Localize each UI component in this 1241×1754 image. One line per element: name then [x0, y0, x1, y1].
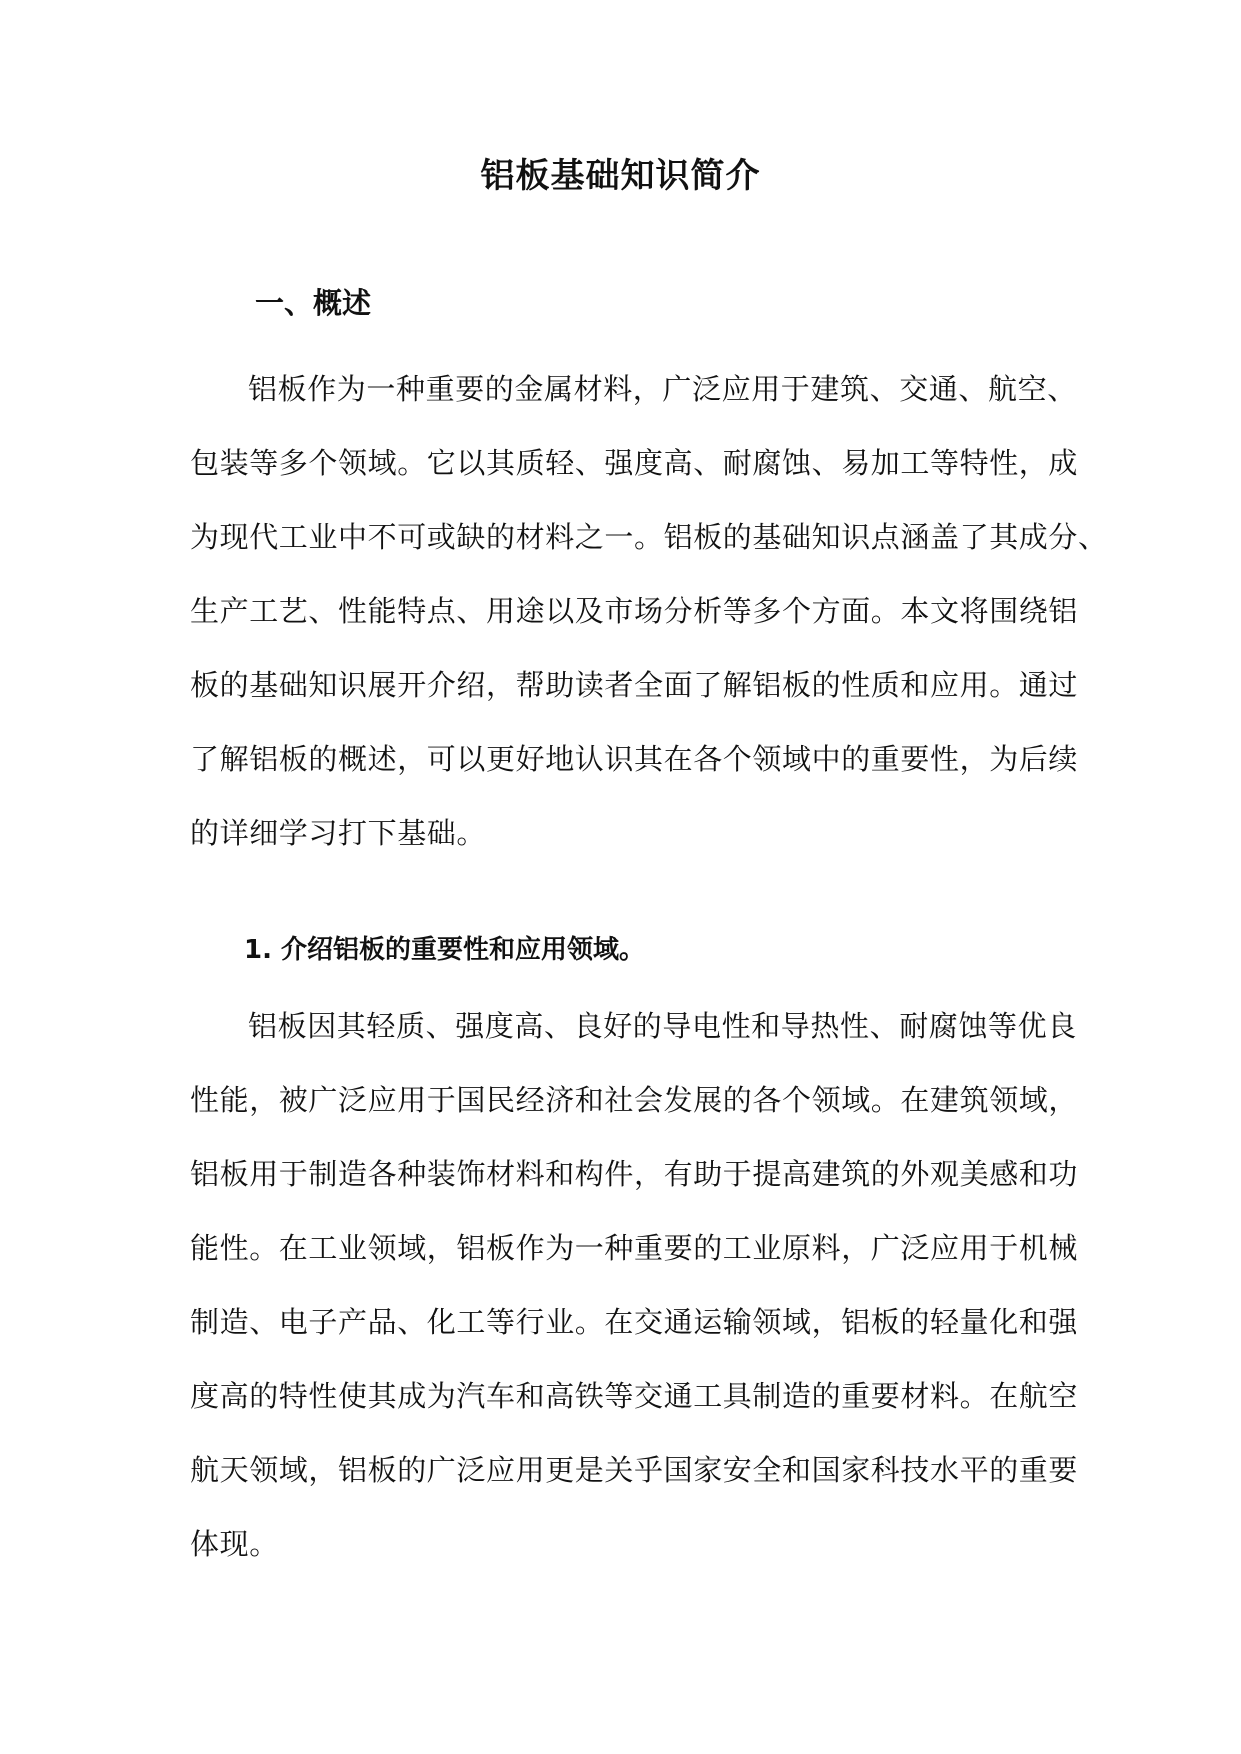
paragraph-line: 铝板用于制造各种装饰材料和构件，有助于提高建筑的外观美感和功	[190, 1157, 1079, 1191]
document-title: 铝板基础知识简介	[480, 156, 761, 196]
paragraph-line: 包装等多个领域。它以其质轻、强度高、耐腐蚀、易加工等特性，成	[190, 446, 1079, 480]
overview-paragraph	[190, 367, 1108, 885]
paragraph-line: 生产工艺、性能特点、用途以及市场分析等多个方面。本文将围绕铝	[190, 594, 1079, 628]
paragraph-line: 制造、电子产品、化工等行业。在交通运输领域，铝板的轻量化和强	[190, 1305, 1079, 1339]
paragraph-line: 铝板因其轻质、强度高、良好的导电性和导热性、耐腐蚀等优良	[248, 1009, 1077, 1043]
paragraph-line: 度高的特性使其成为汽车和高铁等交通工具制造的重要材料。在航空	[190, 1379, 1079, 1413]
section-heading-overview: 一、概述	[255, 286, 372, 320]
subsection-heading-importance: 1. 介绍铝板的重要性和应用领域。	[244, 935, 646, 965]
paragraph-line: 为现代工业中不可或缺的材料之一。铝板的基础知识点涵盖了其成分、	[190, 520, 1108, 554]
paragraph-line: 能性。在工业领域，铝板作为一种重要的工业原料，广泛应用于机械	[190, 1231, 1079, 1265]
paragraph-line: 板的基础知识展开介绍，帮助读者全面了解铝板的性质和应用。通过	[190, 668, 1079, 702]
paragraph-line: 体现。	[190, 1527, 279, 1561]
importance-paragraph	[190, 1004, 1079, 1596]
paragraph-line: 铝板作为一种重要的金属材料，广泛应用于建筑、交通、航空、	[248, 372, 1077, 406]
paragraph-line: 性能，被广泛应用于国民经济和社会发展的各个领域。在建筑领域，	[190, 1083, 1079, 1117]
paragraph-line: 航天领域，铝板的广泛应用更是关乎国家安全和国家科技水平的重要	[190, 1453, 1079, 1487]
paragraph-line: 的详细学习打下基础。	[190, 816, 487, 850]
paragraph-line: 了解铝板的概述，可以更好地认识其在各个领域中的重要性，为后续	[190, 742, 1079, 776]
